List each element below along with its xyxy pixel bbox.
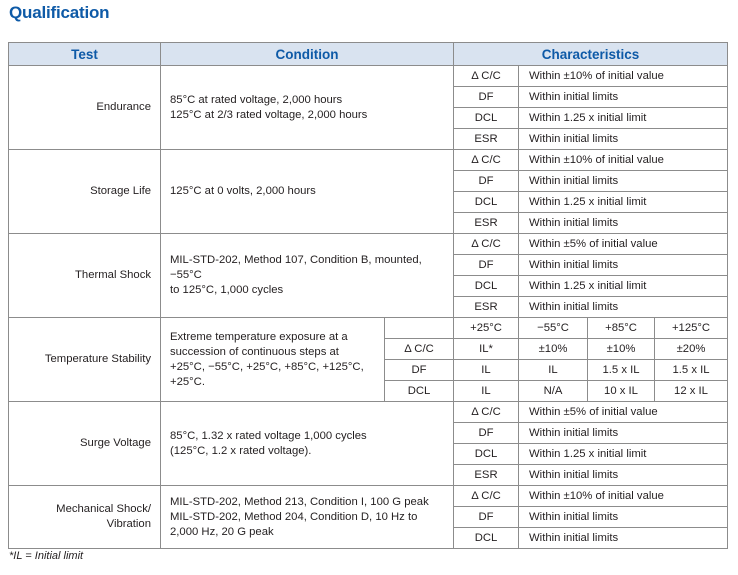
page-title: Qualification (9, 3, 110, 22)
test-name-cell: Thermal Shock (9, 234, 161, 318)
footnote: *IL = Initial limit (9, 550, 84, 562)
text-line: 125°C at 2/3 rated voltage, 2,000 hours (170, 108, 368, 121)
table-row (9, 66, 728, 87)
text-line: MIL-STD-202, Method 213, Condition I, 100 G peak (170, 495, 429, 508)
stability-value: ±10% (519, 339, 588, 360)
text-line: Extreme temperature exposure at a (170, 330, 348, 343)
parameter-cell: DCL (385, 381, 454, 402)
test-name-cell: Temperature Stability (9, 318, 161, 402)
test-name-cell: Surge Voltage (9, 402, 161, 486)
stability-value: 12 x IL (655, 381, 728, 402)
characteristic-value: Within initial limits (519, 255, 728, 276)
parameter-cell: DCL (454, 192, 519, 213)
parameter-cell: Δ C/C (454, 486, 519, 507)
parameter-cell: Δ C/C (385, 339, 454, 360)
characteristic-value: Within initial limits (519, 213, 728, 234)
characteristic-value: Within initial limits (519, 171, 728, 192)
temperature-header: +25°C (454, 318, 519, 339)
parameter-cell: DF (454, 423, 519, 444)
text-line: (125°C, 1.2 x rated voltage). (170, 444, 312, 457)
text-line: +25°C, −55°C, +25°C, +85°C, +125°C, (170, 360, 364, 373)
parameter-cell: ESR (454, 465, 519, 486)
stability-value: IL (454, 381, 519, 402)
stability-value: 1.5 x IL (655, 360, 728, 381)
characteristic-value: Within initial limits (519, 423, 728, 444)
table-row (9, 486, 728, 507)
parameter-cell: Δ C/C (454, 402, 519, 423)
condition-cell (161, 234, 454, 318)
text-line: MIL-STD-202, Method 107, Condition B, mounted, −55°C (170, 254, 422, 281)
table-row (9, 402, 728, 423)
temperature-header: −55°C (519, 318, 588, 339)
text-line: Vibration (106, 518, 151, 530)
parameter-cell: DCL (454, 108, 519, 129)
parameter-cell: DF (454, 171, 519, 192)
parameter-cell: ESR (454, 129, 519, 150)
stability-value: IL (519, 360, 588, 381)
parameter-cell: DCL (454, 276, 519, 297)
parameter-cell: DF (454, 255, 519, 276)
characteristic-value: Within initial limits (519, 507, 728, 528)
header-test: Test (9, 43, 161, 66)
characteristic-value: Within initial limits (519, 297, 728, 318)
characteristic-value: Within ±10% of initial value (519, 66, 728, 87)
condition-cell (161, 66, 454, 150)
parameter-cell: DF (454, 87, 519, 108)
characteristic-value: Within 1.25 x initial limit (519, 444, 728, 465)
text-line: 85°C, 1.32 x rated voltage 1,000 cycles (170, 429, 367, 442)
parameter-cell: DF (454, 507, 519, 528)
condition-cell (161, 150, 454, 234)
table-row (9, 234, 728, 255)
text-line: 85°C at rated voltage, 2,000 hours (170, 93, 343, 106)
parameter-cell: Δ C/C (454, 66, 519, 87)
characteristic-value: Within 1.25 x initial limit (519, 192, 728, 213)
text-line: Mechanical Shock/ (56, 503, 151, 515)
test-name-cell: Storage Life (9, 150, 161, 234)
text-line: succession of continuous steps at (170, 345, 339, 358)
characteristic-value: Within ±10% of initial value (519, 150, 728, 171)
condition-cell (161, 486, 454, 549)
parameter-cell: ESR (454, 213, 519, 234)
text-line: MIL-STD-202, Method 204, Condition D, 10 Hz to (170, 510, 418, 523)
temperature-header: +125°C (655, 318, 728, 339)
characteristic-value: Within initial limits (519, 465, 728, 486)
parameter-cell: DCL (454, 528, 519, 549)
text-line: +25°C. (170, 375, 205, 388)
test-name-cell: Endurance (9, 66, 161, 150)
stability-value: IL (454, 360, 519, 381)
characteristic-value: Within initial limits (519, 87, 728, 108)
text-line: 2,000 Hz, 20 G peak (170, 525, 274, 538)
stability-value: 1.5 x IL (588, 360, 655, 381)
stability-value: N/A (519, 381, 588, 402)
condition-cell (161, 402, 454, 486)
characteristic-value: Within initial limits (519, 129, 728, 150)
header-condition: Condition (161, 43, 454, 66)
table-row (9, 318, 728, 339)
stability-value: ±10% (588, 339, 655, 360)
characteristic-value: Within ±5% of initial value (519, 234, 728, 255)
characteristic-value: Within ±5% of initial value (519, 402, 728, 423)
stability-value: 10 x IL (588, 381, 655, 402)
stability-value: IL* (454, 339, 519, 360)
characteristic-value: Within 1.25 x initial limit (519, 108, 728, 129)
stability-value: ±20% (655, 339, 728, 360)
header-characteristics: Characteristics (454, 43, 728, 66)
table-row (9, 150, 728, 171)
parameter-cell: ESR (454, 297, 519, 318)
text-line: 125°C at 0 volts, 2,000 hours (170, 185, 316, 197)
condition-cell (161, 318, 385, 402)
parameter-cell: Δ C/C (454, 150, 519, 171)
header-row (9, 43, 728, 66)
parameter-cell: DF (385, 360, 454, 381)
parameter-cell: Δ C/C (454, 234, 519, 255)
temperature-header: +85°C (588, 318, 655, 339)
characteristic-value: Within 1.25 x initial limit (519, 276, 728, 297)
qualification-table (8, 42, 728, 549)
characteristic-value: Within initial limits (519, 528, 728, 549)
text-line: to 125°C, 1,000 cycles (170, 284, 284, 296)
characteristic-value: Within ±10% of initial value (519, 486, 728, 507)
empty-cell (385, 318, 454, 339)
parameter-cell: DCL (454, 444, 519, 465)
test-name-cell (9, 486, 161, 549)
